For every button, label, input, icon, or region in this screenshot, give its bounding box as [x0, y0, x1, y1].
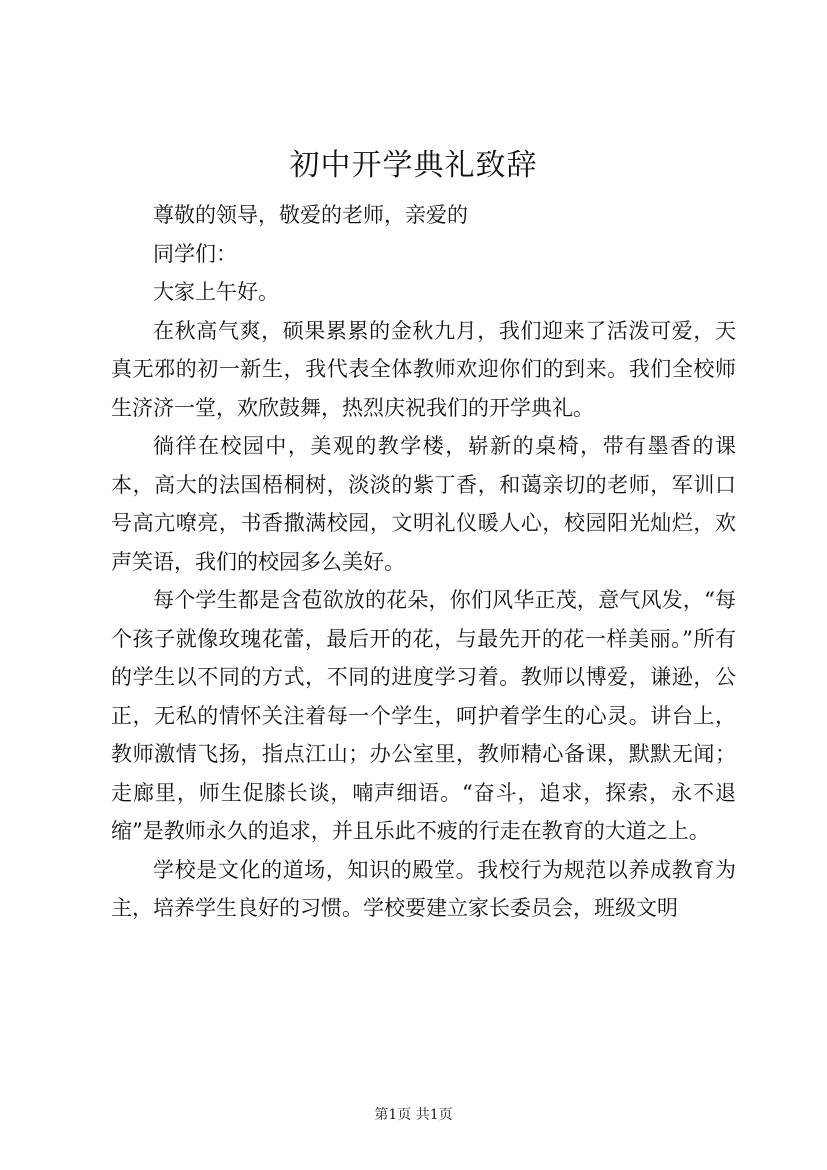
paragraph-school-culture: 学校是文化的道场，知识的殿堂。我校行为规范以养成教育为主，培养学生良好的习惯。学校要建立家长委员会，班级文明: [111, 857, 736, 920]
paragraph-welcome: 在秋高气爽，硕果累累的金秋九月，我们迎来了活泼可爱，天真无邪的初一新生，我代表全体教师欢迎你们的到来。我们全校师生济济一堂，欢欣鼓舞，热烈庆祝我们的开学典礼。: [111, 318, 736, 420]
paragraph-greeting: 大家上午好。: [153, 280, 279, 304]
document-title: 初中开学典礼致辞: [289, 148, 538, 183]
paragraph-salutation: 尊敬的领导，敬爱的老师，亲爱的: [153, 203, 468, 227]
document-body: [111, 196, 736, 928]
page-footer: 第1页 共1页: [374, 1107, 453, 1123]
paragraph-campus: 徜徉在校园中，美观的教学楼，崭新的桌椅，带有墨香的课本，高大的法国梧桐树，淡淡的紫丁香，和蔼亲切的老师，军训口号高亢嘹亮，书香撒满校园，文明礼仪暖人心，校园阳光灿烂，欢声笑语，我们的校园多么美好。: [111, 434, 736, 574]
paragraph-salutation-cont: 同学们：: [153, 241, 237, 266]
paragraph-students-teachers: 每个学生都是含苞欲放的花朵，你们风华正茂，意气风发，“每个孩子就像玫瑰花蕾，最后开的花，与最先开的花一样美丽。”所有的学生以不同的方式，不同的进度学习着。教师以博爱，谦逊，公正，无私的情怀关注着每一个学生，呵护着学生的心灵。讲台上，教师激情飞扬，指点江山；办公室里，教师精心备课，默默无闻；走廊里，师生促膝长谈，喃声细语。“奋斗，追求，探索，永不退缩”是教师永久的追求，并且乐此不疲的行走在教育的大道之上。: [111, 588, 736, 843]
